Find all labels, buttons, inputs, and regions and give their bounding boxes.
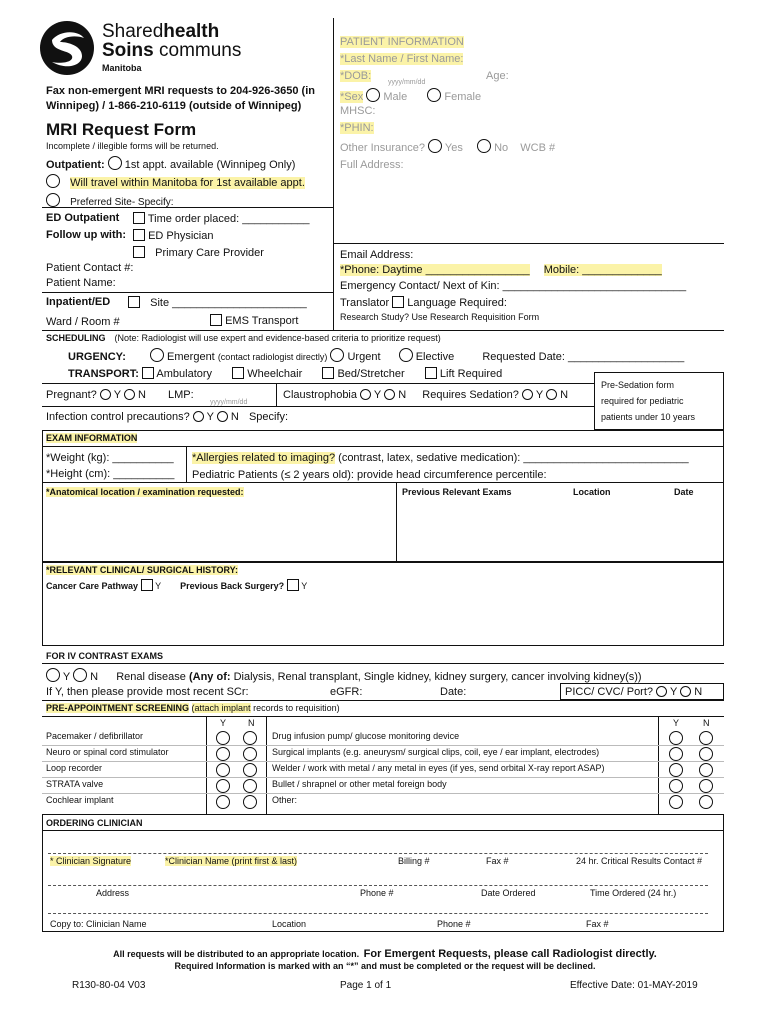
copy-to-fax-field[interactable]: Fax # — [586, 919, 609, 929]
incomplete-note: Incomplete / illegible forms will be returned. — [46, 141, 219, 151]
travel-manitoba-label: Will travel within Manitoba for 1st available appt. — [70, 177, 305, 189]
sedation-yes-radio[interactable] — [522, 389, 533, 400]
mobile-field[interactable]: Mobile: _____________ — [543, 264, 662, 276]
screening-right-no-radio[interactable] — [699, 795, 713, 809]
inpatient-ed-checkbox[interactable] — [128, 296, 140, 308]
sex-male-radio[interactable] — [366, 88, 380, 102]
screening-left-no-radio[interactable] — [243, 763, 257, 777]
screening-attach-rest: records to requisition) — [253, 703, 340, 713]
lmp-format-hint: yyyy/mm/dd — [210, 399, 248, 406]
screening-right-yes-radio[interactable] — [669, 779, 683, 793]
infection-yes-radio[interactable] — [193, 411, 204, 422]
lmp-field[interactable]: LMP: — [168, 389, 194, 401]
bed-stretcher-checkbox[interactable] — [322, 367, 334, 379]
logo-soins: Soins — [102, 40, 154, 61]
primary-care-label: Primary Care Provider — [155, 247, 264, 259]
urgency-emergent-label: Emergent — [167, 351, 215, 363]
wheelchair-label: Wheelchair — [247, 368, 303, 380]
screening-right-yes-radio[interactable] — [669, 763, 683, 777]
urgency-elective-radio[interactable] — [399, 348, 413, 362]
screening-left-no-radio[interactable] — [243, 779, 257, 793]
effective-date: Effective Date: 01-MAY-2019 — [570, 980, 698, 991]
transport-label: TRANSPORT: — [68, 368, 139, 380]
scr-field[interactable]: If Y, then please provide most recent SCr: — [46, 686, 249, 698]
claustrophobia-no-label: N — [398, 389, 407, 401]
anatomical-location-field[interactable]: *Anatomical location / examination requested: — [46, 487, 244, 497]
height-field[interactable]: *Height (cm): __________ — [46, 468, 175, 480]
screening-right-yes-radio[interactable] — [669, 795, 683, 809]
screening-left-no-radio[interactable] — [243, 731, 257, 745]
exam-info-heading: EXAM INFORMATION — [46, 433, 138, 443]
translator-label: Translator — [340, 297, 390, 309]
screening-right-item: Surgical implants (e.g. aneurysm/ surgical clips, coil, eye / ear implant, electrodes) — [272, 747, 600, 757]
sedation-no-radio[interactable] — [546, 389, 557, 400]
pregnant-yes-label: Y — [113, 389, 121, 401]
ed-physician-label: ED Physician — [148, 230, 214, 242]
fax-instructions-line2: Winnipeg) / 1-866-210-6119 (outside of Winnipeg) — [46, 100, 302, 112]
cancer-care-y-label: Y — [155, 581, 162, 591]
other-insurance-yes-label: Yes — [444, 142, 463, 154]
previous-back-surgery-label: Previous Back Surgery? — [180, 581, 285, 591]
patient-contact-field[interactable]: Patient Contact #: — [46, 262, 134, 274]
renal-any-of-label: (Any of: — [188, 671, 231, 683]
site-field[interactable]: Site ______________________ — [150, 297, 307, 309]
ed-outpatient-label: ED Outpatient — [46, 212, 120, 224]
allergies-label: *Allergies related to imaging? — [192, 452, 336, 464]
footer-required-note: Required Information is marked with an “*” and must be completed or the request will be declined. — [174, 961, 596, 971]
first-appt-radio[interactable] — [108, 156, 122, 170]
mhsc-field[interactable]: MHSC: — [340, 105, 376, 117]
last-first-name-field[interactable]: *Last Name / First Name: — [340, 53, 464, 65]
pediatric-field[interactable]: Pediatric Patients (≤ 2 years old): provide head circumference percentile: — [192, 469, 547, 481]
screening-right-yes-radio[interactable] — [669, 747, 683, 761]
renal-yes-radio[interactable] — [46, 668, 60, 682]
infection-yes-label: Y — [206, 411, 214, 423]
copy-to-phone-field[interactable]: Phone # — [437, 919, 471, 929]
sedation-yes-label: Y — [535, 389, 543, 401]
screening-left-item: STRATA valve — [46, 779, 104, 789]
screening-left-no-radio[interactable] — [243, 747, 257, 761]
urgency-emergent-radio[interactable] — [150, 348, 164, 362]
logo-mark-icon — [38, 20, 96, 76]
scr-date-field[interactable]: Date: — [440, 686, 467, 698]
renal-list: Dialysis, Renal transplant, Single kidney, kidney surgery, cancer involving kidney(s)) — [233, 671, 642, 683]
sex-female-label: Female — [444, 91, 482, 103]
email-field[interactable]: Email Address: — [340, 249, 414, 261]
cancer-care-checkbox[interactable] — [141, 579, 153, 591]
pregnant-no-radio[interactable] — [124, 389, 135, 400]
lift-required-label: Lift Required — [439, 368, 503, 380]
pregnant-no-label: N — [137, 389, 146, 401]
date-header: Date — [674, 487, 694, 497]
translator-checkbox[interactable] — [392, 296, 404, 308]
ems-transport-checkbox[interactable] — [210, 314, 222, 326]
travel-manitoba-radio[interactable] — [46, 174, 60, 188]
other-insurance-yes-radio[interactable] — [428, 139, 442, 153]
follow-up-label: Follow up with: — [46, 229, 127, 241]
sedation-no-label: N — [560, 389, 569, 401]
screening-right-no-radio[interactable] — [699, 731, 713, 745]
infection-no-label: N — [230, 411, 239, 423]
other-insurance-no-radio[interactable] — [477, 139, 491, 153]
ambulatory-checkbox[interactable] — [142, 367, 154, 379]
wheelchair-checkbox[interactable] — [232, 367, 244, 379]
preferred-site-field[interactable]: Preferred Site- Specify: — [70, 197, 174, 208]
picc-yes-radio[interactable] — [656, 686, 667, 697]
screening-right-item: Welder / work with metal / any metal in eyes (if yes, send orbital X-ray report ASAP) — [272, 763, 605, 773]
screening-left-no-radio[interactable] — [243, 795, 257, 809]
first-appt-label: 1st appt. available (Winnipeg Only) — [124, 159, 296, 171]
ward-room-field[interactable]: Ward / Room # — [46, 316, 120, 328]
previous-back-surgery-y-label: Y — [301, 581, 308, 591]
claustrophobia-no-radio[interactable] — [384, 389, 395, 400]
allergies-field[interactable]: (contrast, latex, sedative medication): ___________________________ — [338, 452, 689, 464]
patient-info-heading: PATIENT INFORMATION — [340, 36, 464, 48]
phone-daytime-field[interactable]: *Phone: Daytime _________________ — [340, 264, 530, 276]
renal-yes-label: Y — [62, 671, 70, 683]
scheduling-heading: SCHEDULING — [46, 333, 106, 343]
sex-female-radio[interactable] — [427, 88, 441, 102]
date-ordered-field[interactable]: Date Ordered — [481, 888, 536, 898]
pre-sedation-note-2: required for pediatric — [601, 396, 684, 406]
screening-left-yes-radio[interactable] — [216, 747, 230, 761]
research-study-note: Research Study? Use Research Requisition Form — [340, 312, 540, 322]
time-order-field[interactable]: Time order placed: ___________ — [147, 213, 310, 225]
time-ordered-field[interactable]: Time Ordered (24 hr.) — [590, 888, 677, 898]
preferred-site-radio[interactable] — [46, 193, 60, 207]
ed-physician-checkbox[interactable] — [133, 229, 145, 241]
egfr-field[interactable]: eGFR: — [330, 686, 363, 698]
other-insurance-no-label: No — [494, 142, 509, 154]
cancer-care-label: Cancer Care Pathway — [46, 581, 139, 591]
dob-format-hint: yyyy/mm/dd — [388, 79, 426, 86]
renal-no-label: N — [90, 671, 99, 683]
screening-right-n-header: N — [703, 718, 710, 728]
language-required-field[interactable]: Language Required: — [407, 297, 507, 309]
screening-row-divider — [42, 793, 724, 794]
picc-no-label: N — [694, 686, 703, 698]
screening-left-yes-radio[interactable] — [216, 731, 230, 745]
screening-left-yes-radio[interactable] — [216, 779, 230, 793]
ordering-clinician-heading: ORDERING CLINICIAN — [46, 818, 143, 828]
sex-male-label: Male — [383, 91, 408, 103]
screening-row-divider — [42, 777, 724, 778]
urgency-elective-label: Elective — [415, 351, 455, 363]
screening-right-item: Bullet / shrapnel or other metal foreign body — [272, 779, 447, 789]
age-field[interactable]: Age: — [486, 70, 509, 82]
screening-right-yes-radio[interactable] — [669, 731, 683, 745]
clinical-history-heading: *RELEVANT CLINICAL/ SURGICAL HISTORY: — [46, 565, 239, 575]
screening-row-divider — [42, 745, 724, 746]
picc-label: PICC/ CVC/ Port? — [565, 686, 654, 698]
sex-label: *Sex — [340, 91, 364, 103]
ambulatory-label: Ambulatory — [156, 368, 213, 380]
screening-right-no-radio[interactable] — [699, 779, 713, 793]
page-title: MRI Request Form — [46, 120, 197, 139]
urgency-emergent-note: (contact radiologist directly) — [217, 352, 328, 362]
iv-contrast-heading: FOR IV CONTRAST EXAMS — [46, 651, 164, 661]
infection-specify-field[interactable]: Specify: — [248, 411, 289, 423]
claustrophobia-yes-radio[interactable] — [360, 389, 371, 400]
logo-shared: Shared — [102, 21, 164, 42]
pre-sedation-note-3: patients under 10 years — [601, 412, 696, 422]
full-address-field[interactable]: Full Address: — [340, 159, 404, 171]
screening-left-item: Loop recorder — [46, 763, 103, 773]
primary-care-checkbox[interactable] — [133, 246, 145, 258]
billing-field[interactable]: Billing # — [398, 856, 430, 866]
form-code: R130-80-04 V03 — [72, 980, 146, 991]
logo-communs: communs — [159, 40, 242, 61]
emergency-contact-field[interactable]: Emergency Contact/ Next of Kin: ______________________________ — [340, 280, 687, 292]
picc-no-radio[interactable] — [680, 686, 691, 697]
lift-required-checkbox[interactable] — [425, 367, 437, 379]
screening-row-divider — [42, 761, 724, 762]
urgency-label: URGENCY: — [68, 351, 126, 363]
footer-distribution-note: All requests will be distributed to an appropriate location. — [113, 949, 360, 959]
screening-left-item: Neuro or spinal cord stimulator — [46, 747, 169, 757]
other-insurance-label: Other Insurance? — [340, 142, 425, 154]
renal-disease-label: Renal disease — [116, 671, 186, 683]
copy-to-clinician-field[interactable]: Copy to: Clinician Name — [50, 919, 147, 929]
location-header: Location — [573, 487, 611, 497]
pregnant-yes-radio[interactable] — [100, 389, 111, 400]
phin-field[interactable]: *PHIN: — [340, 122, 374, 134]
screening-left-item: Cochlear implant — [46, 795, 114, 805]
sedation-label: Requires Sedation? — [422, 389, 519, 401]
previous-exams-header: Previous Relevant Exams — [402, 487, 512, 497]
pregnant-label: Pregnant? — [46, 389, 97, 401]
copy-to-location-field[interactable]: Location — [272, 919, 307, 929]
clinician-address-field[interactable]: Address — [96, 888, 130, 898]
critical-results-contact-field[interactable]: 24 hr. Critical Results Contact # — [576, 856, 703, 866]
screening-right-item: Other: — [272, 795, 298, 805]
shared-health-logo — [38, 20, 258, 76]
fax-instructions-line1: Fax non-emergent MRI requests to 204-926-3650 (in — [46, 85, 315, 97]
screening-right-item: Drug infusion pump/ glucose monitoring device — [272, 731, 460, 741]
clinician-name-field[interactable]: *Clinician Name (print first & last) — [165, 856, 298, 866]
page-number: Page 1 of 1 — [340, 980, 392, 991]
screening-left-yes-radio[interactable] — [216, 795, 230, 809]
wcb-field[interactable]: WCB # — [520, 142, 556, 154]
urgency-urgent-radio[interactable] — [330, 348, 344, 362]
outpatient-label: Outpatient: — [46, 159, 105, 171]
scheduling-note: (Note: Radiologist will use expert and evidence-based criteria to prioritize request) — [114, 333, 441, 343]
patient-name-field[interactable]: Patient Name: — [46, 277, 116, 289]
screening-left-item: Pacemaker / defibrillator — [46, 731, 144, 741]
logo-health: health — [163, 21, 220, 42]
clinician-signature-field[interactable]: * Clinician Signature — [50, 856, 132, 866]
screening-left-y-header: Y — [220, 718, 227, 728]
infection-no-radio[interactable] — [217, 411, 228, 422]
claustrophobia-label: Claustrophobia — [283, 389, 357, 401]
previous-back-surgery-checkbox[interactable] — [287, 579, 299, 591]
claustrophobia-yes-label: Y — [373, 389, 382, 401]
footer-emergent-note: For Emergent Requests, please call Radiologist directly. — [363, 948, 657, 960]
clinician-phone-field[interactable]: Phone # — [360, 888, 394, 898]
infection-control-label: Infection control precautions? — [46, 411, 190, 423]
screening-right-no-radio[interactable] — [699, 747, 713, 761]
screening-left-yes-radio[interactable] — [216, 763, 230, 777]
screening-right-no-radio[interactable] — [699, 763, 713, 777]
inpatient-ed-label: Inpatient/ED — [46, 296, 111, 308]
requested-date-field[interactable]: Requested Date: ___________________ — [482, 351, 685, 363]
logo-region: Manitoba — [102, 63, 142, 73]
screening-heading: PRE-APPOINTMENT SCREENING — [46, 703, 190, 713]
weight-field[interactable]: *Weight (kg): __________ — [46, 452, 174, 464]
urgency-urgent-label: Urgent — [347, 351, 381, 363]
renal-no-radio[interactable] — [73, 668, 87, 682]
dob-field[interactable]: *DOB: — [340, 70, 372, 82]
picc-yes-label: Y — [669, 686, 678, 698]
screening-right-y-header: Y — [673, 718, 680, 728]
screening-left-n-header: N — [248, 718, 255, 728]
screening-attach-note: (attach implant — [191, 703, 251, 713]
pre-sedation-note-1: Pre-Sedation form — [601, 380, 675, 390]
ems-transport-label: EMS Transport — [225, 315, 299, 327]
fax-field[interactable]: Fax # — [486, 856, 509, 866]
bed-stretcher-label: Bed/Stretcher — [337, 368, 405, 380]
ed-outpatient-checkbox[interactable] — [133, 212, 145, 224]
